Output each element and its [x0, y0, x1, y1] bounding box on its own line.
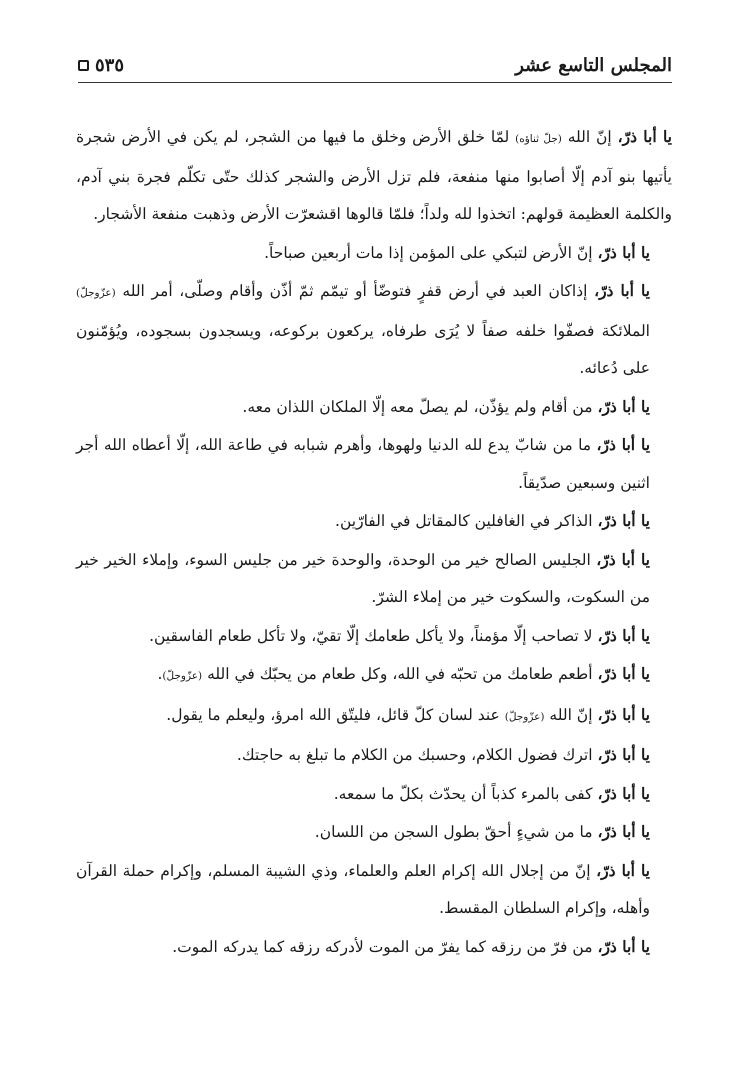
paragraph-lead: يا أبا ذرّ، — [596, 860, 651, 880]
paragraph — [76, 813, 672, 852]
chapter-title: المجلس التاسع عشر — [515, 54, 672, 76]
paragraph-lead: يا أبا ذرّ، — [597, 936, 650, 956]
paragraph — [76, 928, 672, 967]
paragraph-text: إذاكان العبد في أرض قفرٍ فتوضّأ أو تيمّم ثمّ أذّن وأقام وصلّى، أمر الله — [115, 282, 595, 300]
paragraph — [76, 696, 672, 737]
paragraph-text: الملائكة فصفّوا خلفه صفاً لا يُرَى طرفاه، يركعون بركوعه، ويسجدون بسجوده، ويُؤمّنون على دُعائه. — [76, 321, 650, 377]
honorific: (عزّوجلّ) — [504, 710, 545, 723]
paragraph-text: من أقام ولم يؤذّن، لم يصلّ معه إلّا الملكان اللذان معه. — [242, 397, 598, 416]
paragraph-lead: يا أبا ذرّ، — [596, 435, 651, 454]
body-text — [76, 118, 672, 966]
paragraph-text: . — [157, 665, 163, 683]
paragraph-lead: يا أبا ذرّ، — [597, 396, 650, 416]
paragraph — [76, 775, 672, 814]
paragraph-lead: يا أبا ذرّ، — [617, 127, 672, 146]
paragraph — [76, 272, 672, 388]
paragraph — [76, 502, 672, 541]
paragraph-lead: يا أبا ذرّ، — [594, 281, 650, 300]
paragraph-text: الجليس الصالح خير من الوحدة، والوحدة خير من جليس السوء، وإملاء الخير خير من السكوت، والسكوت خير من إملاء الشرّ. — [76, 550, 650, 606]
paragraph-text: لا تصاحب إلّا مؤمناً، ولا يأكل طعامك إلّا تقيّ، ولا تأكل طعام الفاسقين. — [149, 626, 598, 645]
paragraph-text: كفى بالمرء كذباً أن يحدّث بكلّ ما سمعه. — [333, 784, 598, 803]
paragraph — [76, 736, 672, 775]
paragraph-lead: يا أبا ذرّ، — [597, 745, 650, 764]
paragraph-text: من فرّ من رزقه كما يفرّ من الموت لأدركه رزقه كما يدركه الموت. — [172, 937, 598, 956]
running-header — [78, 48, 672, 83]
paragraph — [76, 234, 672, 273]
paragraph — [76, 541, 672, 617]
paragraph — [76, 426, 672, 502]
honorific: (عزّوجلّ) — [162, 670, 203, 682]
paragraph-text: ما من شيءٍ أحقّ بطول السجن من اللسان. — [314, 823, 598, 841]
paragraph-text: إنّ الله — [561, 128, 618, 146]
page-number-block — [78, 55, 124, 76]
paragraph-lead: يا أبا ذرّ، — [597, 625, 650, 645]
paragraph-lead: يا أبا ذرّ، — [597, 664, 650, 683]
paragraph-text: اترك فضول الكلام، وحسبك من الكلام ما تبلغ به حاجتك. — [236, 746, 598, 764]
honorific: (عزّوجلّ) — [76, 287, 116, 299]
paragraph — [76, 388, 672, 427]
paragraph — [76, 118, 672, 234]
paragraph-text: لمّا خلق الأرض وخلق ما فيها من الشجر، لم يكن في الأرض شجرة يأتيها بنو آدم إلّا أصابوا منها منفعة، فلم تزل الأرض والشجر كذلك حتّى تكلّم فجرة بني آدم، والكلمة العظيمة قولهم: اتخذوا لله ولداً؛ فلمّا قالوها اقشعرّت الأرض وذهبت منفعة الأشجار. — [76, 128, 672, 223]
paragraph-lead: يا أبا ذرّ، — [597, 511, 650, 530]
paragraph-text: الذاكر في الغافلين كالمقاتل في الفارّين. — [335, 512, 598, 530]
paragraph-lead: يا أبا ذرّ، — [597, 704, 650, 724]
honorific: (جلّ ثناؤه) — [515, 133, 562, 145]
square-icon — [78, 60, 89, 71]
paragraph — [76, 617, 672, 656]
paragraph-lead: يا أبا ذرّ، — [597, 822, 650, 841]
paragraph-text: أطعم طعامك من تحبّه في الله، وكل طعام من يحبّك في الله — [202, 665, 598, 683]
paragraph-text: إنّ الله — [544, 705, 598, 724]
paragraph-lead: يا أبا ذرّ، — [597, 783, 650, 803]
paragraph-text: عند لسان كلّ قائل، فليتّق الله امرؤ، وليعلم ما يقول. — [166, 705, 505, 724]
paragraph — [76, 655, 672, 696]
paragraph-text: إنّ الأرض لتبكي على المؤمن إذا مات أربعين صباحاً. — [264, 243, 598, 262]
paragraph-text: إنّ من إجلال الله إكرام العلم والعلماء، وذي الشيبة المسلم، وإكرام حملة القرآن وأهله، وإكرام السلطان المقسط. — [76, 861, 650, 917]
paragraph — [76, 852, 672, 928]
paragraph-lead: يا أبا ذرّ، — [597, 242, 650, 262]
page-number: ٥٣٥ — [95, 54, 125, 76]
paragraph-text: ما من شابّ يدع لله الدنيا ولهوها، وأهرم شبابه في طاعة الله، إلّا أعطاه الله أجر اثنين وسبعين صدّيقاً. — [76, 436, 650, 492]
paragraph-lead: يا أبا ذرّ، — [596, 549, 650, 569]
